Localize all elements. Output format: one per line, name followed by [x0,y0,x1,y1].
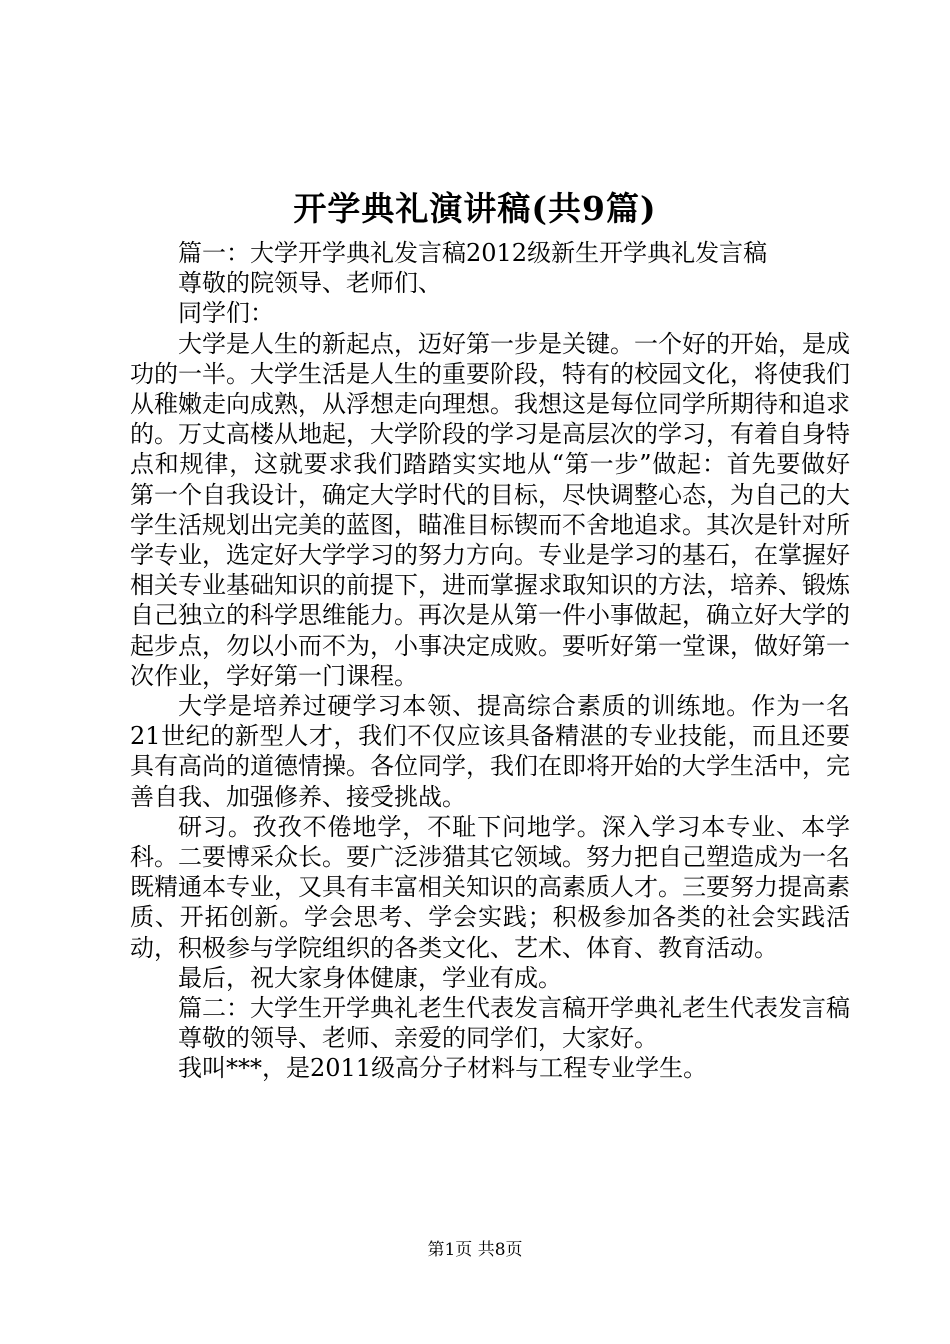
paragraph-3: 同学们： [178,299,274,328]
document-body [130,238,850,1084]
paragraph-4: 大学是人生的新起点，迈好第一步是关键。一个好的开始，是成功的一半。大学生活是人生的重要阶段，特有的校园文化，将使我们从稚嫩走向成熟，从浮想走向理想。我想这是每位同学所期待和追求的。万丈高楼从地起，大学阶段的学习是高层次的学习，有着自身特点和规律，这就要求我们踏踏实实地从“第一步”做起：首先要做好第一个自我设计，确定大学时代的目标，尽快调整心态，为自己的大学生活规划出完美的蓝图，瞄准目标锲而不舍地追求。其次是针对所学专业，选定好大学学习的努力方向。专业是学习的基石，在掌握好相关专业基础知识的前提下，进而掌握求取知识的方法，培养、锻炼自己独立的科学思维能力。再次是从第一件小事做起，确立好大学的起步点，勿以小而不为，小事决定成败。要听好第一堂课，做好第一次作业，学好第一门课程。 [130,329,850,690]
paragraph-6: 研习。孜孜不倦地学，不耻下问地学。深入学习本专业、本学科。二要博采众长。要广泛涉猎其它领域。努力把自己塑造成为一名既精通本专业，又具有丰富相关知识的高素质人才。三要努力提高素质、开拓创新。学会思考、学会实践；积极参加各类的社会实践活动，积极参与学院组织的各类文化、艺术、体育、教育活动。 [130,812,850,962]
paragraph-5: 大学是培养过硬学习本领、提高综合素质的训练地。作为一名21世纪的新型人才，我们不仅应该具备精湛的专业技能，而且还要具有高尚的道德情操。各位同学，我们在即将开始的大学生活中，完善自我、加强修养、接受挑战。 [130,692,850,811]
paragraph-7: 最后，祝大家身体健康，学业有成。 [178,963,562,992]
document-title: 开学典礼演讲稿(共9篇) [293,189,657,228]
paragraph-9: 尊敬的领导、老师、亲爱的同学们，大家好。 [178,1024,658,1053]
paragraph-8: 篇二：大学生开学典礼老生代表发言稿开学典礼老生代表发言稿 [178,994,850,1023]
paragraph-2: 尊敬的院领导、老师们、 [178,269,442,298]
paragraph-1: 篇一：大学开学典礼发言稿2012级新生开学典礼发言稿 [178,239,768,267]
page-footer: 第1页 共8页 [427,1240,523,1260]
paragraph-10: 我叫***，是2011级高分子材料与工程专业学生。 [178,1054,708,1083]
